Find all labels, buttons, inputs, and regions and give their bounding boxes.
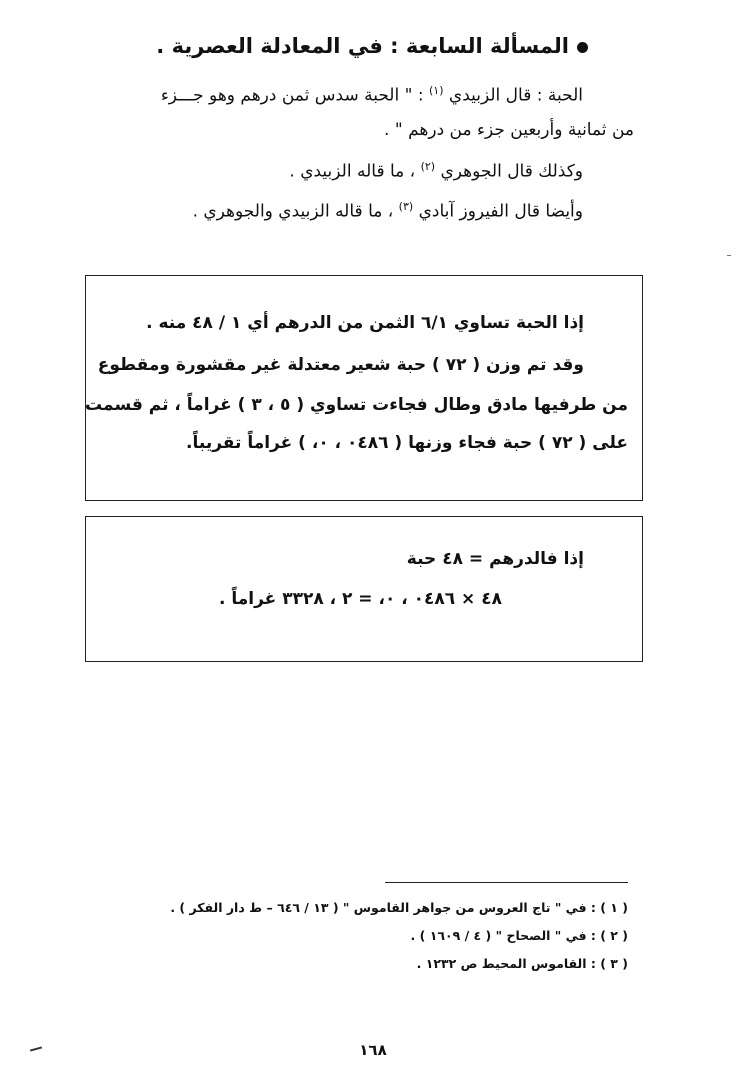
calculation-box [85, 516, 643, 662]
page-number: ١٦٨ [359, 1041, 387, 1059]
footnote-separator [385, 882, 628, 883]
section-heading-text: المسألة السابعة : في المعادلة العصرية . [156, 34, 569, 58]
calculation-box-line-2: ٤٨ × ٠٤٨٦ ، ٠، = ٢ ، ٣٣٢٨ غراماً . [218, 589, 502, 609]
footnote-2: ( ٢ ) : في " الصحاح " ( ٤ / ١٦٠٩ ) . [410, 928, 628, 943]
definition-box-line-4: على ( ٧٢ ) حبة فجاء وزنها ( ٠٤٨٦ ، ٠، ) غراماً تقريباً. [186, 433, 628, 453]
definition-box-line-2: وقد تم وزن ( ٧٢ ) حبة شعير معتدلة غير مقشورة ومقطوع [97, 355, 584, 375]
footnote-ref-2: (٢) [420, 160, 436, 173]
paragraph-line-2: من ثمانية وأربعين جزء من درهم " . [384, 120, 634, 140]
paragraph-line-4: وأيضا قال الفيروز آبادي $^{(٣)}$ ، ما قاله الزبيدي والجوهري . [192, 200, 583, 222]
footnote-1: ( ١ ) : في " تاج العروس من جواهر القاموس " ( ١٣ / ٦٤٦ – ط دار الفكر ) . [170, 900, 628, 915]
definition-box [85, 275, 643, 501]
scan-speck [727, 255, 731, 256]
paragraph-line-3: وكذلك قال الجوهري $^{(٢)}$ ، ما قاله الزبيدي . [289, 160, 583, 182]
footnote-ref-3: (٣) [398, 200, 414, 213]
footnote-3: ( ٣ ) : القاموس المحيط ص ١٢٣٢ . [416, 956, 628, 971]
definition-box-line-1: إذا الحبة تساوي ٦/١ الثمن من الدرهم أي ١ / ٤٨ منه . [146, 313, 584, 333]
calculation-box-line-1: إذا فالدرهم = ٤٨ حبة [406, 549, 584, 569]
definition-box-line-3: من طرفيها مادق وطال فجاءت تساوي ( ٥ ، ٣ ) غراماً ، ثم قسمت [85, 395, 628, 415]
section-heading [90, 34, 588, 58]
footnote-ref-1: (١) [428, 84, 444, 97]
paragraph-line-1: الحبة : قال الزبيدي $^{(١)}$ : " الحبة سدس ثمن درهم وهو جـــزء [160, 84, 583, 106]
bullet-icon [577, 42, 588, 53]
